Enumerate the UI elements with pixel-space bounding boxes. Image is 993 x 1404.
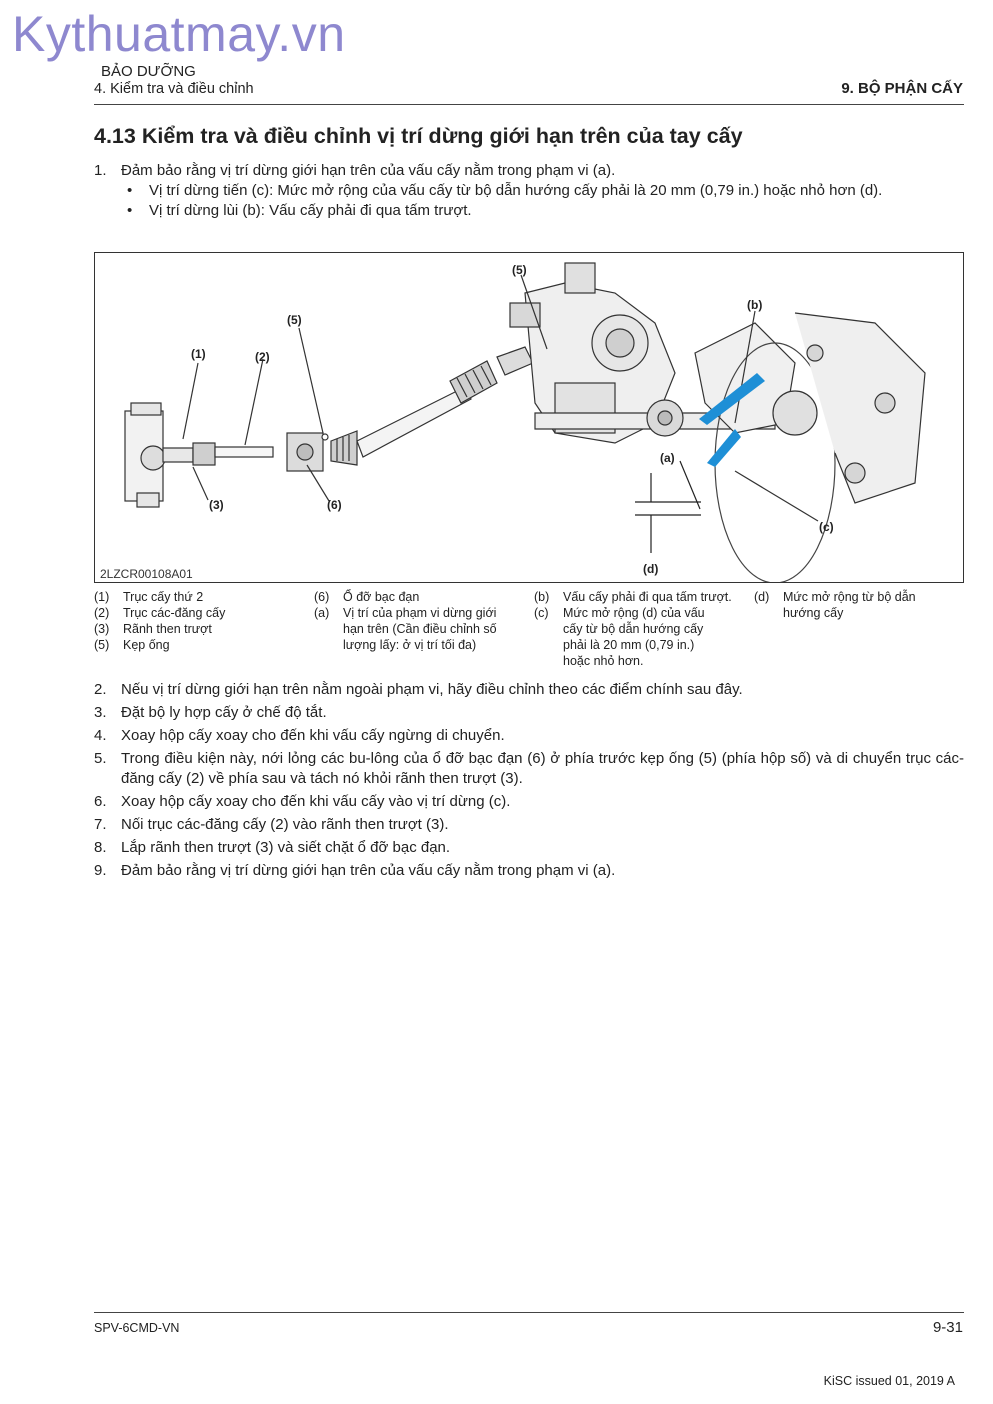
- legend-item: [94, 637, 294, 653]
- legend-value: Ổ đỡ bạc đạn: [343, 590, 420, 604]
- legend-item: [754, 589, 930, 621]
- step-number: 5.: [94, 750, 107, 767]
- footer-rule: [94, 1312, 964, 1313]
- legend-key: (b): [534, 590, 550, 604]
- step-text: Đảm bảo rằng vị trí dừng giới hạn trên của vấu cấy nằm trong phạm vi (a).: [121, 862, 616, 879]
- step-number: 3.: [94, 704, 107, 721]
- header-subsection: 4. Kiểm tra và điều chỉnh: [94, 81, 254, 97]
- legend-item: [314, 589, 514, 605]
- step-text: Lắp rãnh then trượt (3) và siết chặt ổ đỡ bạc đạn.: [121, 839, 451, 856]
- callout-2: (2): [255, 350, 270, 364]
- legend-value: Mức mở rộng (d) của vấu cấy từ bộ dẫn hướng cấy phải là 20 mm (0,79 in.) hoặc nhỏ hơn.: [563, 606, 705, 668]
- step-text: Đặt bộ ly hợp cấy ở chế độ tắt.: [121, 704, 327, 721]
- bullet-item: • Vị trí dừng tiến (c): Mức mở rộng của vấu cấy từ bộ dẫn hướng cấy phải là 20 mm (0,79 in.) hoặc nhỏ hơn (d).: [127, 182, 883, 199]
- page-title: 4.13 Kiểm tra và điều chỉnh vị trí dừng giới hạn trên của tay cấy: [94, 124, 743, 148]
- callout-1: (1): [191, 347, 206, 361]
- step-number: 8.: [94, 839, 107, 856]
- bullet-item: • Vị trí dừng lùi (b): Vấu cấy phải đi qua tấm trượt.: [127, 202, 472, 219]
- legend-value: Rãnh then trượt: [123, 622, 212, 636]
- legend-value: Vấu cấy phải đi qua tấm trượt.: [563, 590, 732, 604]
- step-item: [94, 792, 964, 812]
- watermark-logo: Kythuatmay.vn: [12, 6, 346, 62]
- legend-column-3: [534, 589, 746, 669]
- step-item: [94, 861, 964, 881]
- step-number: 7.: [94, 816, 107, 833]
- step-list: [94, 680, 964, 884]
- callout-a: (a): [660, 451, 675, 465]
- legend-value: Mức mở rộng từ bộ dẫn hướng cấy: [783, 590, 916, 620]
- bullet-text: Vị trí dừng lùi (b): Vấu cấy phải đi qua tấm trượt.: [149, 202, 472, 219]
- legend-value: Trục cấy thứ 2: [123, 590, 204, 604]
- legend-key: (c): [534, 606, 549, 620]
- legend-key: (6): [314, 590, 330, 604]
- figure-diagram: [94, 252, 964, 583]
- step-item: [94, 680, 964, 700]
- step-item: [94, 815, 964, 835]
- step-item: [94, 838, 964, 858]
- step-item: [94, 703, 964, 723]
- legend-key: (5): [94, 638, 110, 652]
- callout-5-left: (5): [287, 313, 302, 327]
- legend-key: (1): [94, 590, 110, 604]
- step-number: 2.: [94, 681, 107, 698]
- step-item: [94, 749, 964, 789]
- claw-highlight-lower: [707, 429, 741, 467]
- callout-3: (3): [209, 498, 224, 512]
- step-1: [94, 161, 964, 221]
- legend-item: [314, 605, 514, 653]
- step-text: Đảm bảo rằng vị trí dừng giới hạn trên của vấu cấy nằm trong phạm vi (a).: [121, 162, 616, 179]
- legend-item: [94, 605, 294, 621]
- legend-item: [534, 605, 746, 669]
- footer-document-code: SPV-6CMD-VN: [94, 1321, 180, 1335]
- callout-5-right: (5): [512, 263, 527, 277]
- legend-column-1: [94, 589, 294, 653]
- legend-value: Trục các-đăng cấy: [123, 606, 226, 620]
- header-chapter: 9. BỘ PHẬN CẤY: [841, 80, 963, 97]
- legend-item: [94, 621, 294, 637]
- callout-c: (c): [819, 520, 834, 534]
- legend-item: [94, 589, 294, 605]
- step-text: Xoay hộp cấy xoay cho đến khi vấu cấy ngừng di chuyển.: [121, 727, 505, 744]
- legend-value: Kẹp ống: [123, 638, 170, 652]
- step-number: 4.: [94, 727, 107, 744]
- legend-column-4: [754, 589, 930, 621]
- step-text: Nối trục các-đăng cấy (2) vào rãnh then trượt (3).: [121, 816, 449, 833]
- step-text: Xoay hộp cấy xoay cho đến khi vấu cấy vào vị trí dừng (c).: [121, 793, 511, 810]
- step-number: 6.: [94, 793, 107, 810]
- header-rule: [94, 104, 964, 105]
- legend-key: (2): [94, 606, 110, 620]
- callout-6: (6): [327, 498, 342, 512]
- figure-id: 2LZCR00108A01: [100, 567, 193, 581]
- legend-column-2: [314, 589, 514, 653]
- footer-issue: KiSC issued 01, 2019 A: [823, 1374, 955, 1388]
- mechanism-illustration: [95, 253, 963, 582]
- step-item: [94, 726, 964, 746]
- step-text: Trong điều kiện này, nới lỏng các bu-lông của ổ đỡ bạc đạn (6) ở phía trước kẹp ống (5) (phía hộp số) và di chuyển trục các-đăng cấy (2) về phía sau và tách nó khỏi rãnh then trượt (3).: [121, 750, 964, 787]
- footer-page-number: 9-31: [932, 1319, 963, 1336]
- step-number: 9.: [94, 862, 107, 879]
- legend-key: (d): [754, 590, 770, 604]
- step-number: 1.: [94, 162, 107, 179]
- legend-key: (3): [94, 622, 110, 636]
- header-section: BẢO DƯỠNG: [101, 63, 196, 80]
- legend-value: Vị trí của phạm vi dừng giới hạn trên (Cần điều chỉnh số lượng lấy: ở vị trí tối đa): [343, 606, 497, 652]
- step-text: Nếu vị trí dừng giới hạn trên nằm ngoài phạm vi, hãy điều chỉnh theo các điểm chính sau đây.: [121, 681, 743, 698]
- legend-item: [534, 589, 746, 605]
- callout-b: (b): [747, 298, 763, 312]
- bullet-text: Vị trí dừng tiến (c): Mức mở rộng của vấu cấy từ bộ dẫn hướng cấy phải là 20 mm (0,79 in.) hoặc nhỏ hơn (d).: [149, 182, 883, 199]
- callout-d: (d): [643, 562, 659, 576]
- legend-key: (a): [314, 606, 330, 620]
